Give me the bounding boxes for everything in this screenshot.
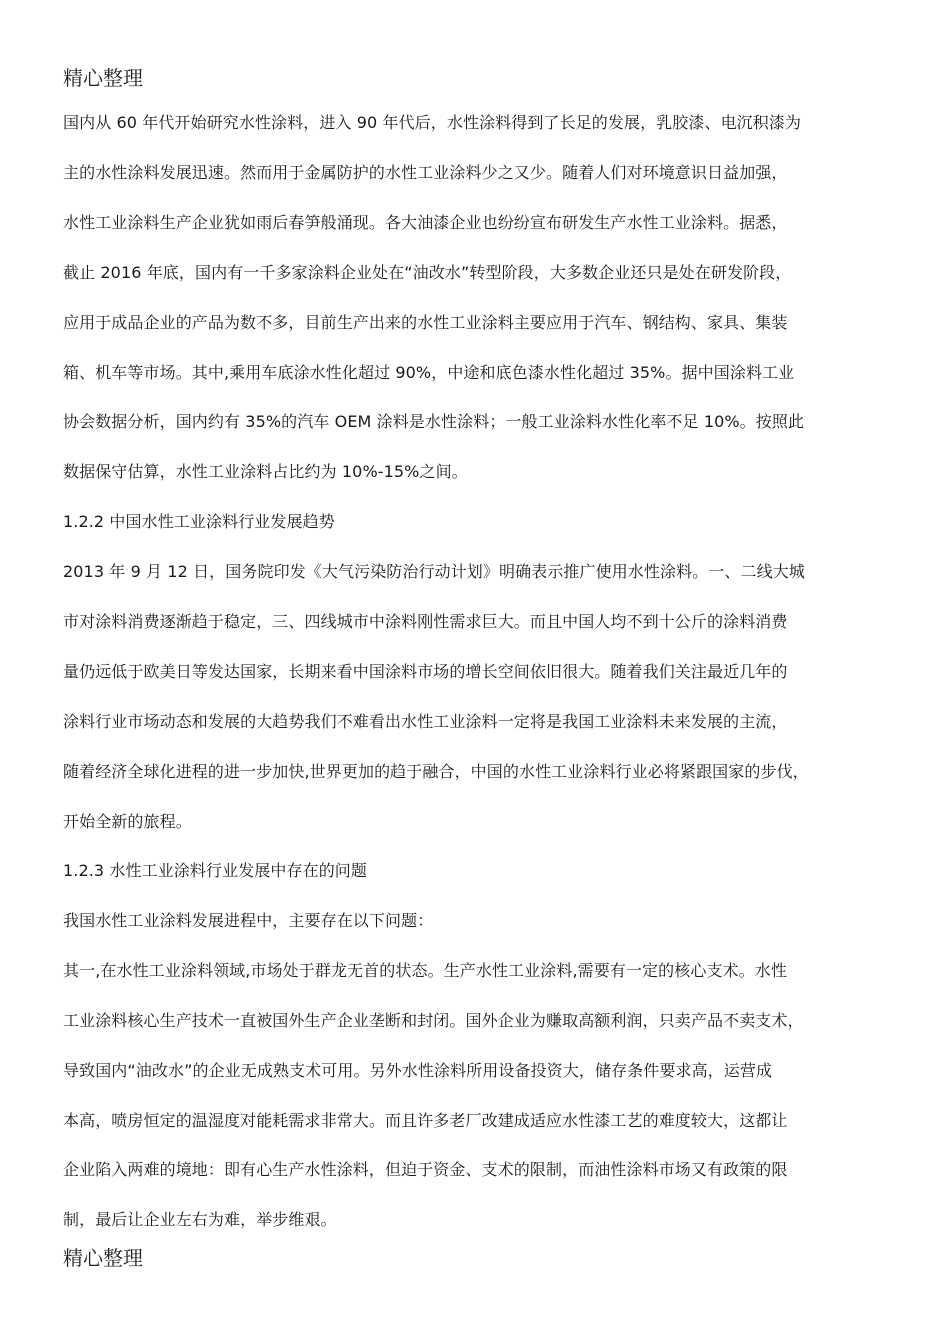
paragraph-line: 量仍远低于欧美日等发达国家，长期来看中国涂料市场的增长空间依旧很大。随着我们关注最近几年的 xyxy=(63,662,788,681)
paragraph-line: 数据保守估算，水性工业涂料占比约为 10%-15%之间。 xyxy=(63,462,468,481)
paragraph-line: 箱、机车等市场。其中,乘用车底涂水性化超过 90%，中途和底色漆水性化超过 35%。据中国涂料工业 xyxy=(63,363,795,382)
paragraph-line: 主的水性涂料发展迅速。然而用于金属防护的水性工业涂料少之又少。随着人们对环境意识日益加强， xyxy=(63,163,788,182)
page-header: 精心整理 xyxy=(63,66,143,90)
paragraph-line: 企业陷入两难的境地：即有心生产水性涂料，但迫于资金、支术的限制，而油性涂料市场又有政策的限 xyxy=(63,1160,788,1179)
paragraph-line: 其一,在水性工业涂料领域,市场处于群龙无首的状态。生产水性工业涂料,需要有一定的核心支术。水性 xyxy=(63,961,787,980)
paragraph-line: 我国水性工业涂料发展进程中，主要存在以下问题： xyxy=(63,911,434,930)
paragraph-line: 涂料行业市场动态和发展的大趋势我们不难看出水性工业涂料一定将是我国工业涂料未来发展的主流， xyxy=(63,712,788,731)
paragraph-line: 水性工业涂料生产企业犹如雨后春笋般涌现。各大油漆企业也纷纷宣布研发生产水性工业涂料。据悉， xyxy=(63,213,788,232)
paragraph-line: 本高，喷房恒定的温湿度对能耗需求非常大。而且许多老厂改建成适应水性漆工艺的难度较大，这都让 xyxy=(63,1111,788,1130)
section-heading: 1.2.2 中国水性工业涂料行业发展趋势 xyxy=(63,512,335,531)
page-footer: 精心整理 xyxy=(63,1246,143,1270)
section-heading: 1.2.3 水性工业涂料行业发展中存在的问题 xyxy=(63,861,367,880)
paragraph-line: 导致国内“油改水”的企业无成熟支术可用。另外水性涂料所用设备投资大，储存条件要求高，运营成 xyxy=(63,1061,773,1080)
paragraph-line: 国内从 60 年代开始研究水性涂料，进入 90 年代后，水性涂料得到了长足的发展，乳胶漆、电沉积漆为 xyxy=(63,113,802,132)
paragraph-line: 应用于成品企业的产品为数不多，目前生产出来的水性工业涂料主要应用于汽车、钢结构、家具、集装 xyxy=(63,313,788,332)
paragraph-line: 协会数据分析，国内约有 35%的汽车 OEM 涂料是水性涂料；一般工业涂料水性化率不足 10%。按照此 xyxy=(63,412,805,431)
paragraph-line: 开始全新的旅程。 xyxy=(63,812,192,831)
paragraph-line: 随着经济全球化进程的进一步加快,世界更加的趋于融合，中国的水性工业涂料行业必将紧跟国家的步伐， xyxy=(63,762,809,781)
paragraph-line: 工业涂料核心生产技术一直被国外生产企业垄断和封闭。国外企业为赚取高额利润，只卖产品不卖支术， xyxy=(63,1011,804,1030)
paragraph-line: 2013 年 9 月 12 日，国务院印发《大气污染防治行动计划》明确表示推广使用水性涂料。一、二线大城 xyxy=(63,562,805,581)
paragraph-line: 制，最后让企业左右为难，举步维艰。 xyxy=(63,1210,337,1229)
paragraph-line: 市对涂料消费逐渐趋于稳定，三、四线城市中涂料刚性需求巨大。而且中国人均不到十公斤的涂料消费 xyxy=(63,612,788,631)
paragraph-line: 截止 2016 年底，国内有一千多家涂料企业处在“油改水”转型阶段，大多数企业还只是处在研发阶段， xyxy=(63,263,792,282)
